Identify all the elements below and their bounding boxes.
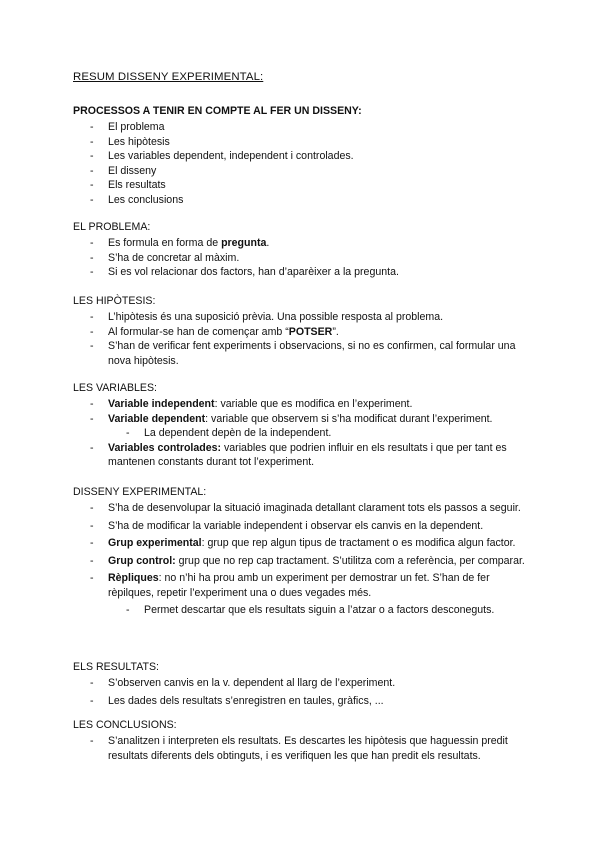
list-item: - Si es vol relacionar dos factors, han d’aparèixer a la pregunta. [73, 265, 533, 280]
process-list [73, 120, 533, 207]
section-problem [73, 220, 533, 280]
section-conclusions [73, 718, 533, 763]
conclusions-list [73, 734, 533, 763]
list-item: - Grup control: grup que no rep cap tractament. S’utilitza com a referència, per comparar. [73, 554, 533, 569]
section-design [73, 485, 533, 618]
list-item: - Les conclusions [73, 193, 533, 208]
section-processes [73, 104, 533, 207]
list-item: - Les hipòtesis [73, 135, 533, 150]
list-item: - S’han de verificar fent experiments i observacions, si no es confirmen, cal formular una nova hipòtesis. [73, 339, 533, 368]
list-item: - Les dades dels resultats s’enregistren en taules, gràfics, ... [73, 694, 533, 709]
list-item: - Els resultats [73, 178, 533, 193]
list-item: - Variable dependent: variable que observem si s’ha modificat durant l’experiment. [73, 412, 533, 427]
list-item: - Rèpliques: no n’hi ha prou amb un experiment per demostrar un fet. S’han de fer rèpilques, repetir l’experiment una o dues vegades més. [73, 571, 533, 600]
list-item: - El problema [73, 120, 533, 135]
section-hypotheses [73, 294, 533, 368]
list-item: - S’observen canvis en la v. dependent al llarg de l’experiment. [73, 676, 533, 691]
design-list [73, 501, 533, 618]
list-item: - S’ha de modificar la variable independent i observar els canvis en la dependent. [73, 519, 533, 534]
sub-list-item: - Permet descartar que els resultats siguin a l’atzar o a factors desconeguts. [73, 603, 533, 618]
section-results [73, 660, 533, 708]
section-variables [73, 381, 533, 470]
list-item: - Variable independent: variable que es modifica en l’experiment. [73, 397, 533, 412]
sub-list-item: - La dependent depèn de la independent. [73, 426, 533, 441]
list-item: - S’analitzen i interpreten els resultats. Es descartes les hipòtesis que haguessin predit resultats diferents dels obtinguts, i es verifiquen les que han predit els resultats. [73, 734, 533, 763]
list-item: - Les variables dependent, independent i controlades. [73, 149, 533, 164]
list-item: - Grup experimental: grup que rep algun tipus de tractament o es modifica algun factor. [73, 536, 533, 551]
section-heading: DISSENY EXPERIMENTAL: [73, 486, 207, 498]
section-heading: LES HIPÒTESIS: [73, 295, 156, 307]
section-heading: LES CONCLUSIONS: [73, 719, 177, 731]
section-heading: PROCESSOS A TENIR EN COMPTE AL FER UN DISSENY: [73, 105, 362, 117]
section-heading: EL PROBLEMA: [73, 221, 151, 233]
section-heading: LES VARIABLES: [73, 382, 158, 394]
variables-list [73, 397, 533, 470]
list-item: - Al formular-se han de començar amb “POTSER”. [73, 325, 533, 340]
list-item: - S’ha de concretar al màxim. [73, 251, 533, 266]
problem-list [73, 236, 533, 280]
list-item: - L’hipòtesis és una suposició prèvia. Una possible resposta al problema. [73, 310, 533, 325]
hypotheses-list [73, 310, 533, 368]
list-item: - Variables controlades: variables que podrien influir en els resultats i que per tant es mantenen constants durant tot l’experiment. [73, 441, 533, 470]
results-list [73, 676, 533, 708]
list-item: - Es formula en forma de pregunta. [73, 236, 533, 251]
list-item: - S’ha de desenvolupar la situació imaginada detallant clarament tots els passos a seguir. [73, 501, 533, 516]
list-item: - El disseny [73, 164, 533, 179]
document-title: RESUM DISSENY EXPERIMENTAL: [73, 71, 264, 83]
section-heading: ELS RESULTATS: [73, 661, 159, 673]
